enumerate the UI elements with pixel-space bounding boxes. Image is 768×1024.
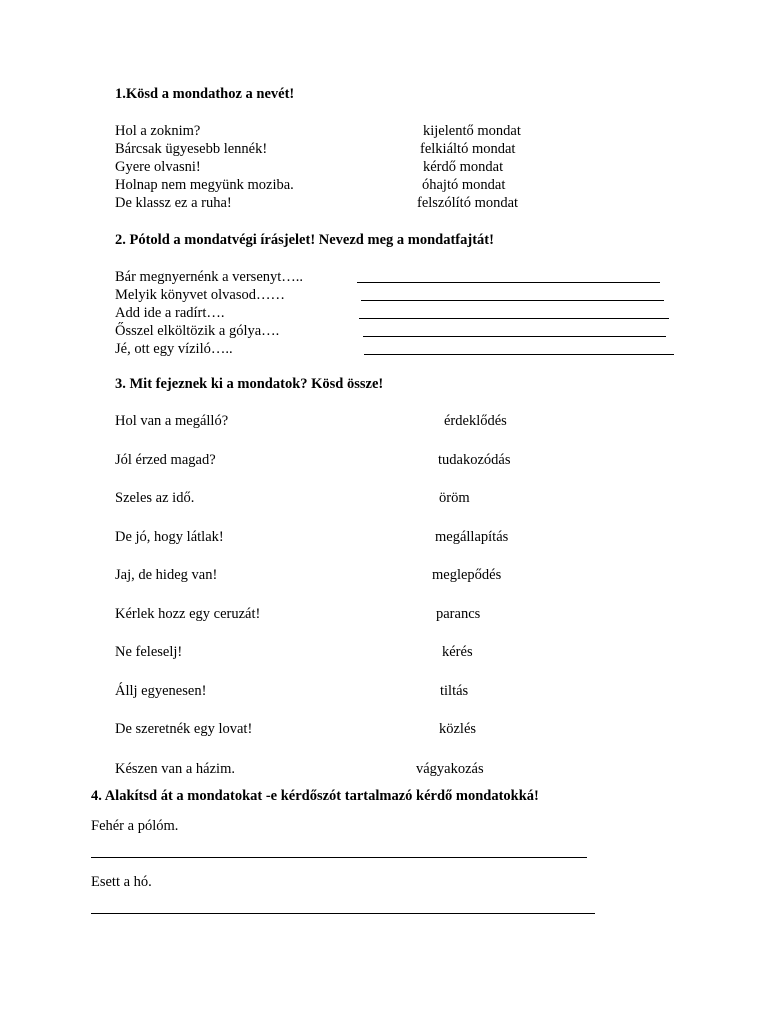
s1-type-3: kérdő mondat — [423, 159, 504, 175]
s1-type-4: óhajtó mondat — [422, 177, 506, 193]
s3-sentence-10: Készen van a házim. — [115, 761, 235, 777]
s1-type-1: kijelentő mondat — [423, 123, 521, 139]
s3-meaning-1: érdeklődés — [444, 413, 507, 429]
s4-sentence-2: Esett a hó. — [91, 874, 152, 890]
s2-answer-line-5[interactable] — [364, 354, 674, 355]
s1-sentence-5: De klassz ez a ruha! — [115, 195, 232, 211]
s2-sentence-3: Add ide a radírt…. — [115, 305, 225, 321]
s4-sentence-1: Fehér a pólóm. — [91, 818, 179, 834]
s3-meaning-6: parancs — [436, 606, 481, 622]
s2-answer-line-3[interactable] — [359, 318, 669, 319]
s3-sentence-4: De jó, hogy látlak! — [115, 529, 224, 545]
s1-type-5: felszólító mondat — [417, 195, 519, 211]
s3-meaning-5: meglepődés — [432, 567, 502, 583]
s4-answer-line-1[interactable] — [91, 857, 587, 858]
s3-meaning-4: megállapítás — [435, 529, 509, 545]
s1-sentence-4: Holnap nem megyünk moziba. — [115, 177, 294, 193]
s3-sentence-3: Szeles az idő. — [115, 490, 195, 506]
s3-sentence-7: Ne feleselj! — [115, 644, 183, 660]
s3-meaning-2: tudakozódás — [438, 452, 511, 468]
s2-sentence-4: Ősszel elköltözik a gólya…. — [115, 323, 280, 339]
s3-meaning-10: vágyakozás — [416, 761, 484, 777]
section-3-title: 3. Mit fejeznek ki a mondatok? Kösd össze! — [115, 376, 384, 392]
s4-answer-line-2[interactable] — [91, 913, 595, 914]
s3-meaning-8: tiltás — [440, 683, 469, 699]
s3-sentence-8: Állj egyenesen! — [115, 683, 207, 699]
s1-sentence-2: Bárcsak ügyesebb lennék! — [115, 141, 268, 157]
s3-meaning-9: közlés — [439, 721, 477, 737]
s3-meaning-3: öröm — [439, 490, 470, 506]
s2-answer-line-2[interactable] — [361, 300, 664, 301]
s3-sentence-5: Jaj, de hideg van! — [115, 567, 218, 583]
section-1-title: 1.Kösd a mondathoz a nevét! — [115, 86, 295, 102]
section-2-title: 2. Pótold a mondatvégi írásjelet! Nevezd meg a mondatfajtát! — [115, 232, 494, 248]
s3-sentence-1: Hol van a megálló? — [115, 413, 229, 429]
s3-sentence-6: Kérlek hozz egy ceruzát! — [115, 606, 261, 622]
s2-sentence-1: Bár megnyernénk a versenyt….. — [115, 269, 304, 285]
s2-answer-line-4[interactable] — [363, 336, 666, 337]
s3-sentence-9: De szeretnék egy lovat! — [115, 721, 253, 737]
s2-sentence-5: Jé, ott egy víziló….. — [115, 341, 233, 357]
s1-type-2: felkiáltó mondat — [420, 141, 516, 157]
s3-sentence-2: Jól érzed magad? — [115, 452, 216, 468]
s3-meaning-7: kérés — [442, 644, 473, 660]
section-4-title: 4. Alakítsd át a mondatokat -e kérdőszót tartalmazó kérdő mondatokká! — [91, 788, 539, 804]
s1-sentence-1: Hol a zoknim? — [115, 123, 201, 139]
s2-sentence-2: Melyik könyvet olvasod…… — [115, 287, 285, 303]
s1-sentence-3: Gyere olvasni! — [115, 159, 201, 175]
s2-answer-line-1[interactable] — [357, 282, 660, 283]
